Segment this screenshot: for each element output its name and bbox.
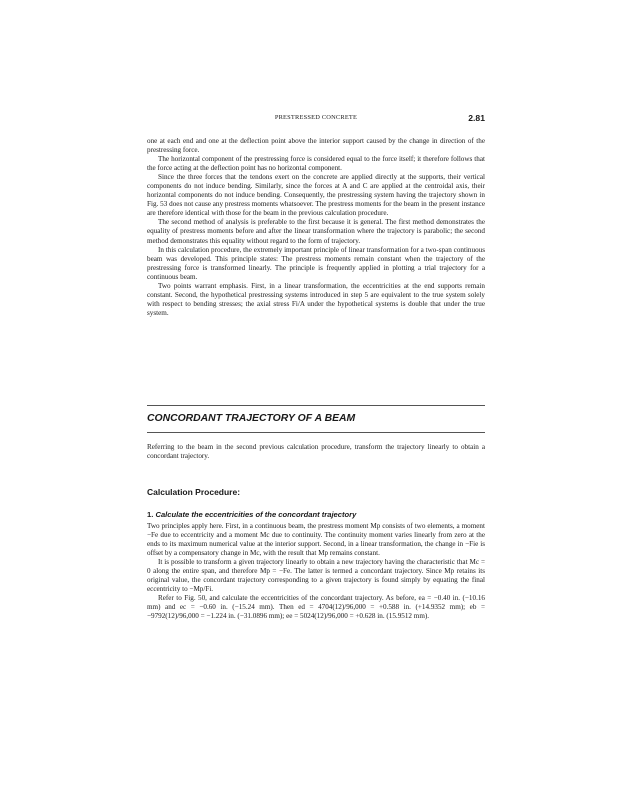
paragraph: one at each end and one at the deflection point above the interior support caused by the change in direction of the prestressing force. <box>147 137 485 155</box>
step-title: Calculate the eccentricities of the concordant trajectory <box>155 510 357 519</box>
paragraph: Two principles apply here. First, in a continuous beam, the prestress moment Mp consists of two elements, a moment −Fe due to eccentricity and a moment Mc due to continuity. The continuity moment varies linearly from zero at the ends to its maximum numerical value at the interior support. Second, in a linear transformation, the change in −Fie is offset by a compensatory change in Mc, with the result that Mp remains constant. <box>147 522 485 558</box>
top-text-block <box>147 137 485 318</box>
step-text-block <box>147 522 485 622</box>
running-head: PRESTRESSED CONCRETE <box>274 114 358 121</box>
paragraph: It is possible to transform a given trajectory linearly to obtain a new trajectory having the characteristic that Mc = 0 along the entire span, and therefore Mp = −Fe. The latter is termed a concordant trajectory. Since Mp retains its original value, the concordant trajectory corresponding to a given trajectory is found simply by equating the final eccentricity to −Mp/Fi. <box>147 558 485 594</box>
step-heading <box>147 510 356 519</box>
paragraph: Referring to the beam in the second previous calculation procedure, transform the trajectory linearly to obtain a concordant trajectory. <box>147 443 485 461</box>
paragraph: Two points warrant emphasis. First, in a linear transformation, the eccentricities at the end supports remain constant. Second, the hypothetical prestressing systems introduced in step 5 are equivalent to the true system solely with respect to bending stresses; the axial stress Fi/A under the hypothetical systems is double that under the true system. <box>147 281 485 317</box>
page-header <box>147 113 485 125</box>
section-title: CONCORDANT TRAJECTORY OF A BEAM <box>147 413 356 424</box>
paragraph: Since the three forces that the tendons exert on the concrete are applied directly at the supports, their vertical components do not induce bending. Similarly, since the forces at A and C are applied at the centroidal axis, their horizontal components do not induce bending. Consequently, the prestressing system having the trajectory shown in Fig. 53 does not cause any prestress moments whatsoever. The prestress moments for the beam in the present instance are therefore identical with those for the beam in the previous calculation procedure. <box>147 173 485 218</box>
step-number: 1. <box>147 510 154 519</box>
section-intro <box>147 443 485 461</box>
paragraph: In this calculation procedure, the extremely important principle of linear transformation for a two-span continuous beam was developed. This principle states: The prestress moments remain constant when the trajectory of the prestressing force is transformed linearly. The principle is frequently applied in plotting a trial trajectory for a continuous beam. <box>147 245 485 281</box>
paragraph: Refer to Fig. 50, and calculate the eccentricities of the concordant trajectory. As before, ea = −0.40 in. (−10.16 mm) and ec = −0.60 in. (−15.24 mm). Then ed = 4704(12)/96,000 = +0.588 in. (+14.9352 mm); eb = −9792(12)/96,000 = −1.224 in. (−31.0896 mm); ee = 5024(12)/96,000 = +0.628 in. (15.9512 mm). <box>147 594 485 621</box>
procedure-title: Calculation Procedure: <box>147 487 241 497</box>
paragraph: The second method of analysis is preferable to the first because it is general. The first method demonstrates the equality of prestress moments before and after the linear transformation where the trajectory is parabolic; the second method demonstrates this equality without regard to the form of trajectory. <box>147 218 485 245</box>
page-number: 2.81 <box>468 113 485 123</box>
section-rule-top <box>147 405 485 406</box>
section-rule-bottom <box>147 432 485 433</box>
paragraph: The horizontal component of the prestressing force is considered equal to the force itself; it therefore follows that the force acting at the deflection point has no horizontal component. <box>147 155 485 173</box>
